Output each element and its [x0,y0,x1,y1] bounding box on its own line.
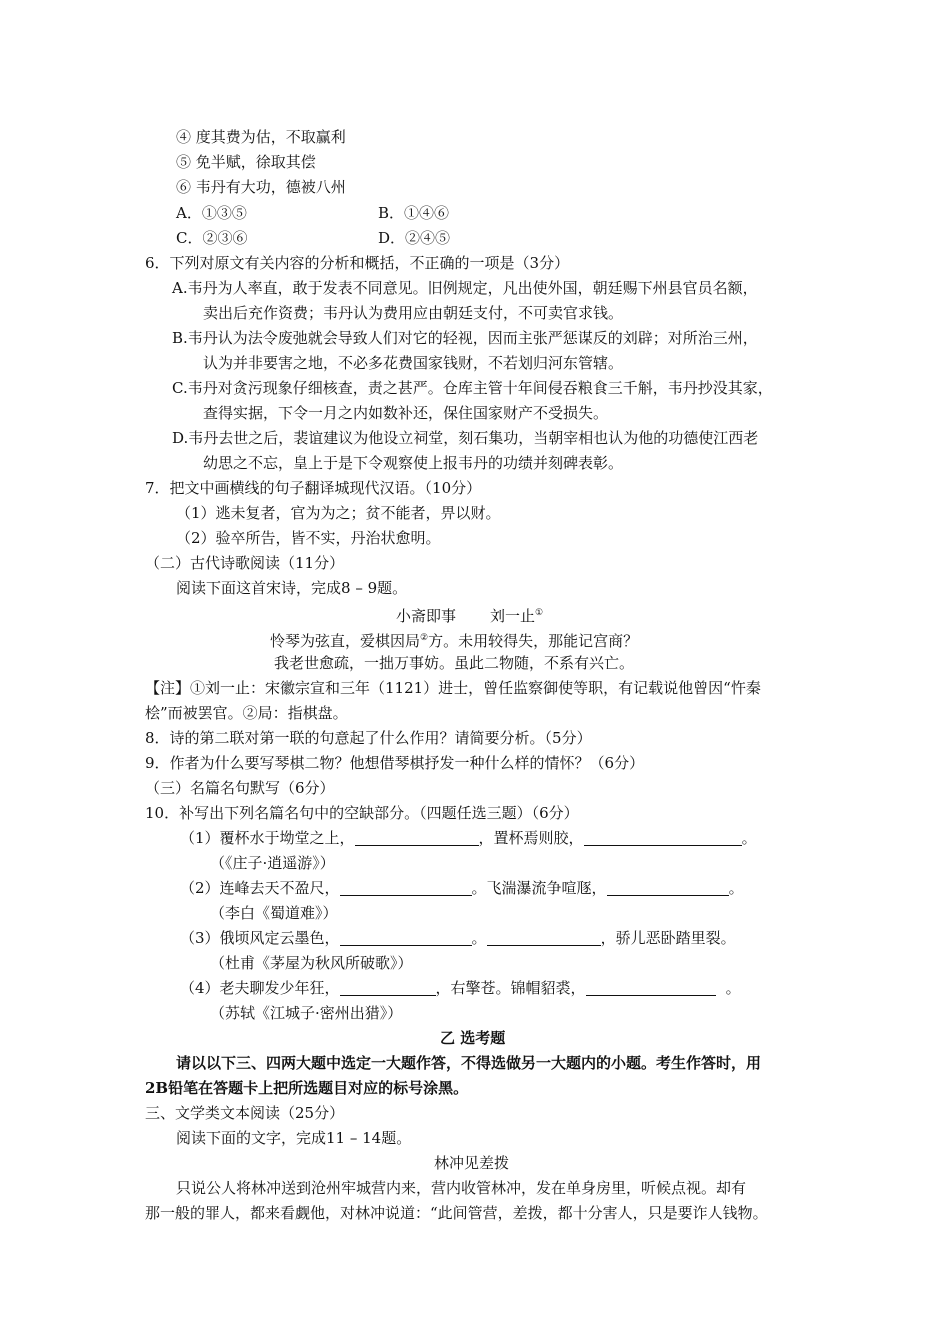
dictation-heading: （三）名篇名句默写（6分） [145,779,335,797]
q5-item-5: ⑤ 免半赋，徐取其偿 [176,153,316,171]
fill-blank[interactable] [487,930,601,946]
q8-stem: 8．诗的第二联对第一联的句意起了什么作用？请简要分析。（5分） [145,729,592,747]
fill-blank[interactable] [584,830,742,846]
elective-title: 乙 选考题 [440,1029,506,1047]
dictation-item-1-text-b: ，置杯焉则胶， [478,829,584,847]
dictation-item-4 [180,978,741,998]
literary-title: 林冲见差拨 [434,1154,510,1172]
poem-line-1 [270,628,638,648]
dictation-item-4-text-b: ，右擎苍。锦帽貂裘， [435,979,586,997]
q5-option-d: D．②④⑤ [378,229,451,247]
poem-note-line1: 【注】①刘一止：宋徽宗宣和三年（1121）进士，曾任监察御使等职，有记载说他曾因“忤秦 [145,679,761,697]
dictation-item-4-text-c: 。 [725,979,741,997]
poem-author-note-mark: ① [535,608,544,618]
poetry-intro: 阅读下面这首宋诗，完成8 – 9题。 [176,579,408,597]
q7-sentence-1: （1）逃未复者，官为为之；贫不能者，畀以财。 [176,504,501,522]
poem-note-line2: 桧”而被罢官。②局：指棋盘。 [145,704,348,722]
fill-blank[interactable] [355,830,479,846]
q6-option-b-line2: 认为并非要害之地，不必多花费国家钱财，不若划归河东管辖。 [203,354,624,372]
q5-option-c: C．②③⑥ [176,229,248,247]
q7-stem: 7．把文中画横线的句子翻译城现代汉语。（10分） [145,479,482,497]
q6-option-d-line1: D.韦丹去世之后，裴谊建议为他设立祠堂，刻石集功，当朝宰相也认为他的功德使江西老 [172,429,759,447]
q6-option-b-line1: B.韦丹认为法令废弛就会导致人们对它的轻视，因而主张严惩谋反的刘辟；对所治三州， [172,329,758,347]
dictation-item-3-source: （杜甫《茅屋为秋风所破歌》） [210,954,413,972]
q6-option-c-line2: 查得实据，下令一月之内如数补还，保住国家财产不受损失。 [203,404,609,422]
dictation-item-2-text-a: （2）连峰去天不盈尺， [180,879,340,897]
q6-option-a-line2: 卖出后充作资费；韦丹认为费用应由朝廷支付，不可卖官求钱。 [203,304,624,322]
q6-option-a-line1: A.韦丹为人率直，敢于发表不同意见。旧例规定，凡出使外国，朝廷赐下州县官员名额， [172,279,758,297]
fill-blank[interactable] [340,930,472,946]
fill-blank[interactable] [340,980,436,996]
poem-line-1-part-b: 方。未用较得失，那能记宫商？ [428,632,639,650]
poem-line-1-note-mark: ② [420,633,429,643]
dictation-item-3 [180,928,736,948]
elective-instruction-line1: 请以以下三、四两大题中选定一大题作答，不得选做另一大题内的小题。考生作答时，用 [176,1054,762,1072]
poem-line-2: 我老世愈疏，一拙万事妨。虽此二物随，不系有兴亡。 [274,654,635,672]
q6-option-d-line2: 幼思之不忘，皇上于是下令观察使上报韦丹的功绩并刻碑表彰。 [203,454,624,472]
dictation-item-1-text-a: （1）覆杯水于坳堂之上， [180,829,355,847]
dictation-item-1-source: （《庄子·逍遥游》） [210,854,335,872]
poetry-heading: （二）古代诗歌阅读（11分） [145,554,345,572]
q5-option-b: B．①④⑥ [378,204,450,222]
q6-option-c-line1: C.韦丹对贪污现象仔细核查，责之甚严。仓库主管十年间侵吞粮食三千斛，韦丹抄没其家， [172,379,773,397]
poem-line-1-part-a: 怜琴为弦直，爱棋因局 [270,632,421,650]
fill-blank[interactable] [607,880,729,896]
dictation-item-2-source: （李白《蜀道难》） [210,904,338,922]
literary-paragraph-line2: 那一般的罪人，都来看觑他，对林冲说道：“此间管营，差拨，都十分害人，只是要诈人钱物。 [145,1204,768,1222]
dictation-item-3-text-c: ，骄儿恶卧踏里裂。 [600,929,736,947]
fill-blank[interactable] [586,980,716,996]
dictation-item-1-text-c: 。 [741,829,757,847]
dictation-item-2 [180,878,744,898]
dictation-item-1 [180,828,757,848]
q9-stem: 9．作者为什么要写琴棋二物？他想借琴棋抒发一种什么样的情怀？（6分） [145,754,645,772]
dictation-item-4-source: （苏轼《江城子·密州出猎》） [210,1004,403,1022]
poem-title-line [396,603,543,623]
fill-blank[interactable] [340,880,472,896]
q7-sentence-2: （2）验卒所告，皆不实，丹治状愈明。 [176,529,441,547]
dictation-item-3-text-b: 。 [471,929,487,947]
q6-stem: 6．下列对原文有关内容的分析和概括，不正确的一项是（3分） [145,254,570,272]
q5-item-4: ④ 度其费为估，不取赢利 [176,128,346,146]
literary-heading: 三、文学类文本阅读（25分） [145,1104,345,1122]
literary-paragraph-line1: 只说公人将林冲送到沧州牢城营内来，营内收管林冲，发在单身房里，听候点视。却有 [176,1179,747,1197]
dictation-item-2-text-b: 。飞湍瀑流争喧豗， [471,879,607,897]
dictation-item-2-text-c: 。 [728,879,744,897]
dictation-item-3-text-a: （3）俄顷风定云墨色， [180,929,340,947]
literary-intro: 阅读下面的文字，完成11 – 14题。 [176,1129,412,1147]
poem-title: 小斋即事 [396,607,457,625]
q5-option-a: A．①③⑤ [176,204,247,222]
elective-instruction-line2: 2B铅笔在答题卡上把所选题目对应的标号涂黑。 [145,1079,469,1097]
q5-item-6: ⑥ 韦丹有大功，德被八州 [176,178,346,196]
poem-author: 刘一止 [490,607,536,625]
q10-stem: 10．补写出下列名篇名句中的空缺部分。（四题任选三题）（6分） [145,804,579,822]
dictation-item-4-text-a: （4）老夫聊发少年狂， [180,979,340,997]
